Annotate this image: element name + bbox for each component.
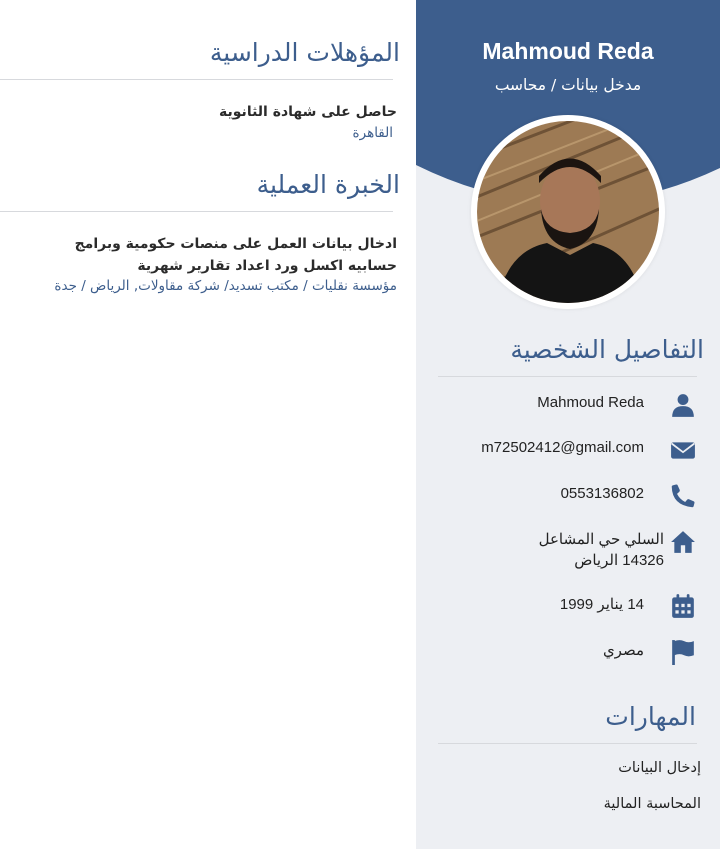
detail-birthdate <box>444 591 704 621</box>
skill-item: المحاسبة المالية <box>603 796 701 812</box>
detail-nationality <box>444 637 704 667</box>
avatar <box>471 115 665 309</box>
profile-job-title: مدخل بيانات / محاسب <box>494 76 642 94</box>
education-location: القاهرة <box>352 125 393 141</box>
skills-heading: المهارات <box>605 702 696 731</box>
detail-nationality-value: مصري <box>602 642 644 659</box>
experience-divider <box>0 211 393 212</box>
detail-phone-value: 0553136802 <box>560 485 644 502</box>
detail-email <box>444 435 704 465</box>
experience-description-line1: ادخال بيانات العمل على منصات حكومية وبرامج <box>74 236 397 252</box>
detail-name-value: Mahmoud Reda <box>537 394 644 411</box>
home-icon <box>670 529 696 555</box>
education-divider <box>0 79 393 80</box>
experience-heading: الخبرة العملية <box>256 170 400 199</box>
detail-phone <box>444 481 704 511</box>
flag-icon <box>670 639 696 665</box>
experience-description-line2: حسابيه اكسل ورد اعداد تقارير شهرية <box>137 258 397 274</box>
sidebar <box>416 0 720 849</box>
user-icon <box>670 392 696 418</box>
detail-birthdate-value: 14 يناير 1999 <box>559 596 644 613</box>
envelope-icon <box>670 437 696 463</box>
calendar-icon <box>670 593 696 619</box>
phone-icon <box>670 483 696 509</box>
personal-details-heading: التفاصيل الشخصية <box>510 335 704 364</box>
detail-address-line1: السلي حي المشاعل <box>538 531 664 548</box>
profile-name: Mahmoud Reda <box>482 38 654 64</box>
education-degree: حاصل على شهادة الثانوية <box>219 104 397 120</box>
skills-divider <box>438 743 697 744</box>
personal-details-divider <box>438 376 697 377</box>
detail-address-line2: 14326 الرياض <box>574 552 664 569</box>
experience-employers: مؤسسة نقليات / مكتب تسديد/ شركة مقاولات, الرياض / جدة <box>54 278 397 294</box>
detail-name <box>444 390 704 420</box>
education-heading: المؤهلات الدراسية <box>209 38 400 67</box>
skill-item: إدخال البيانات <box>618 760 701 776</box>
detail-email-value: m72502412@gmail.com <box>481 439 644 456</box>
